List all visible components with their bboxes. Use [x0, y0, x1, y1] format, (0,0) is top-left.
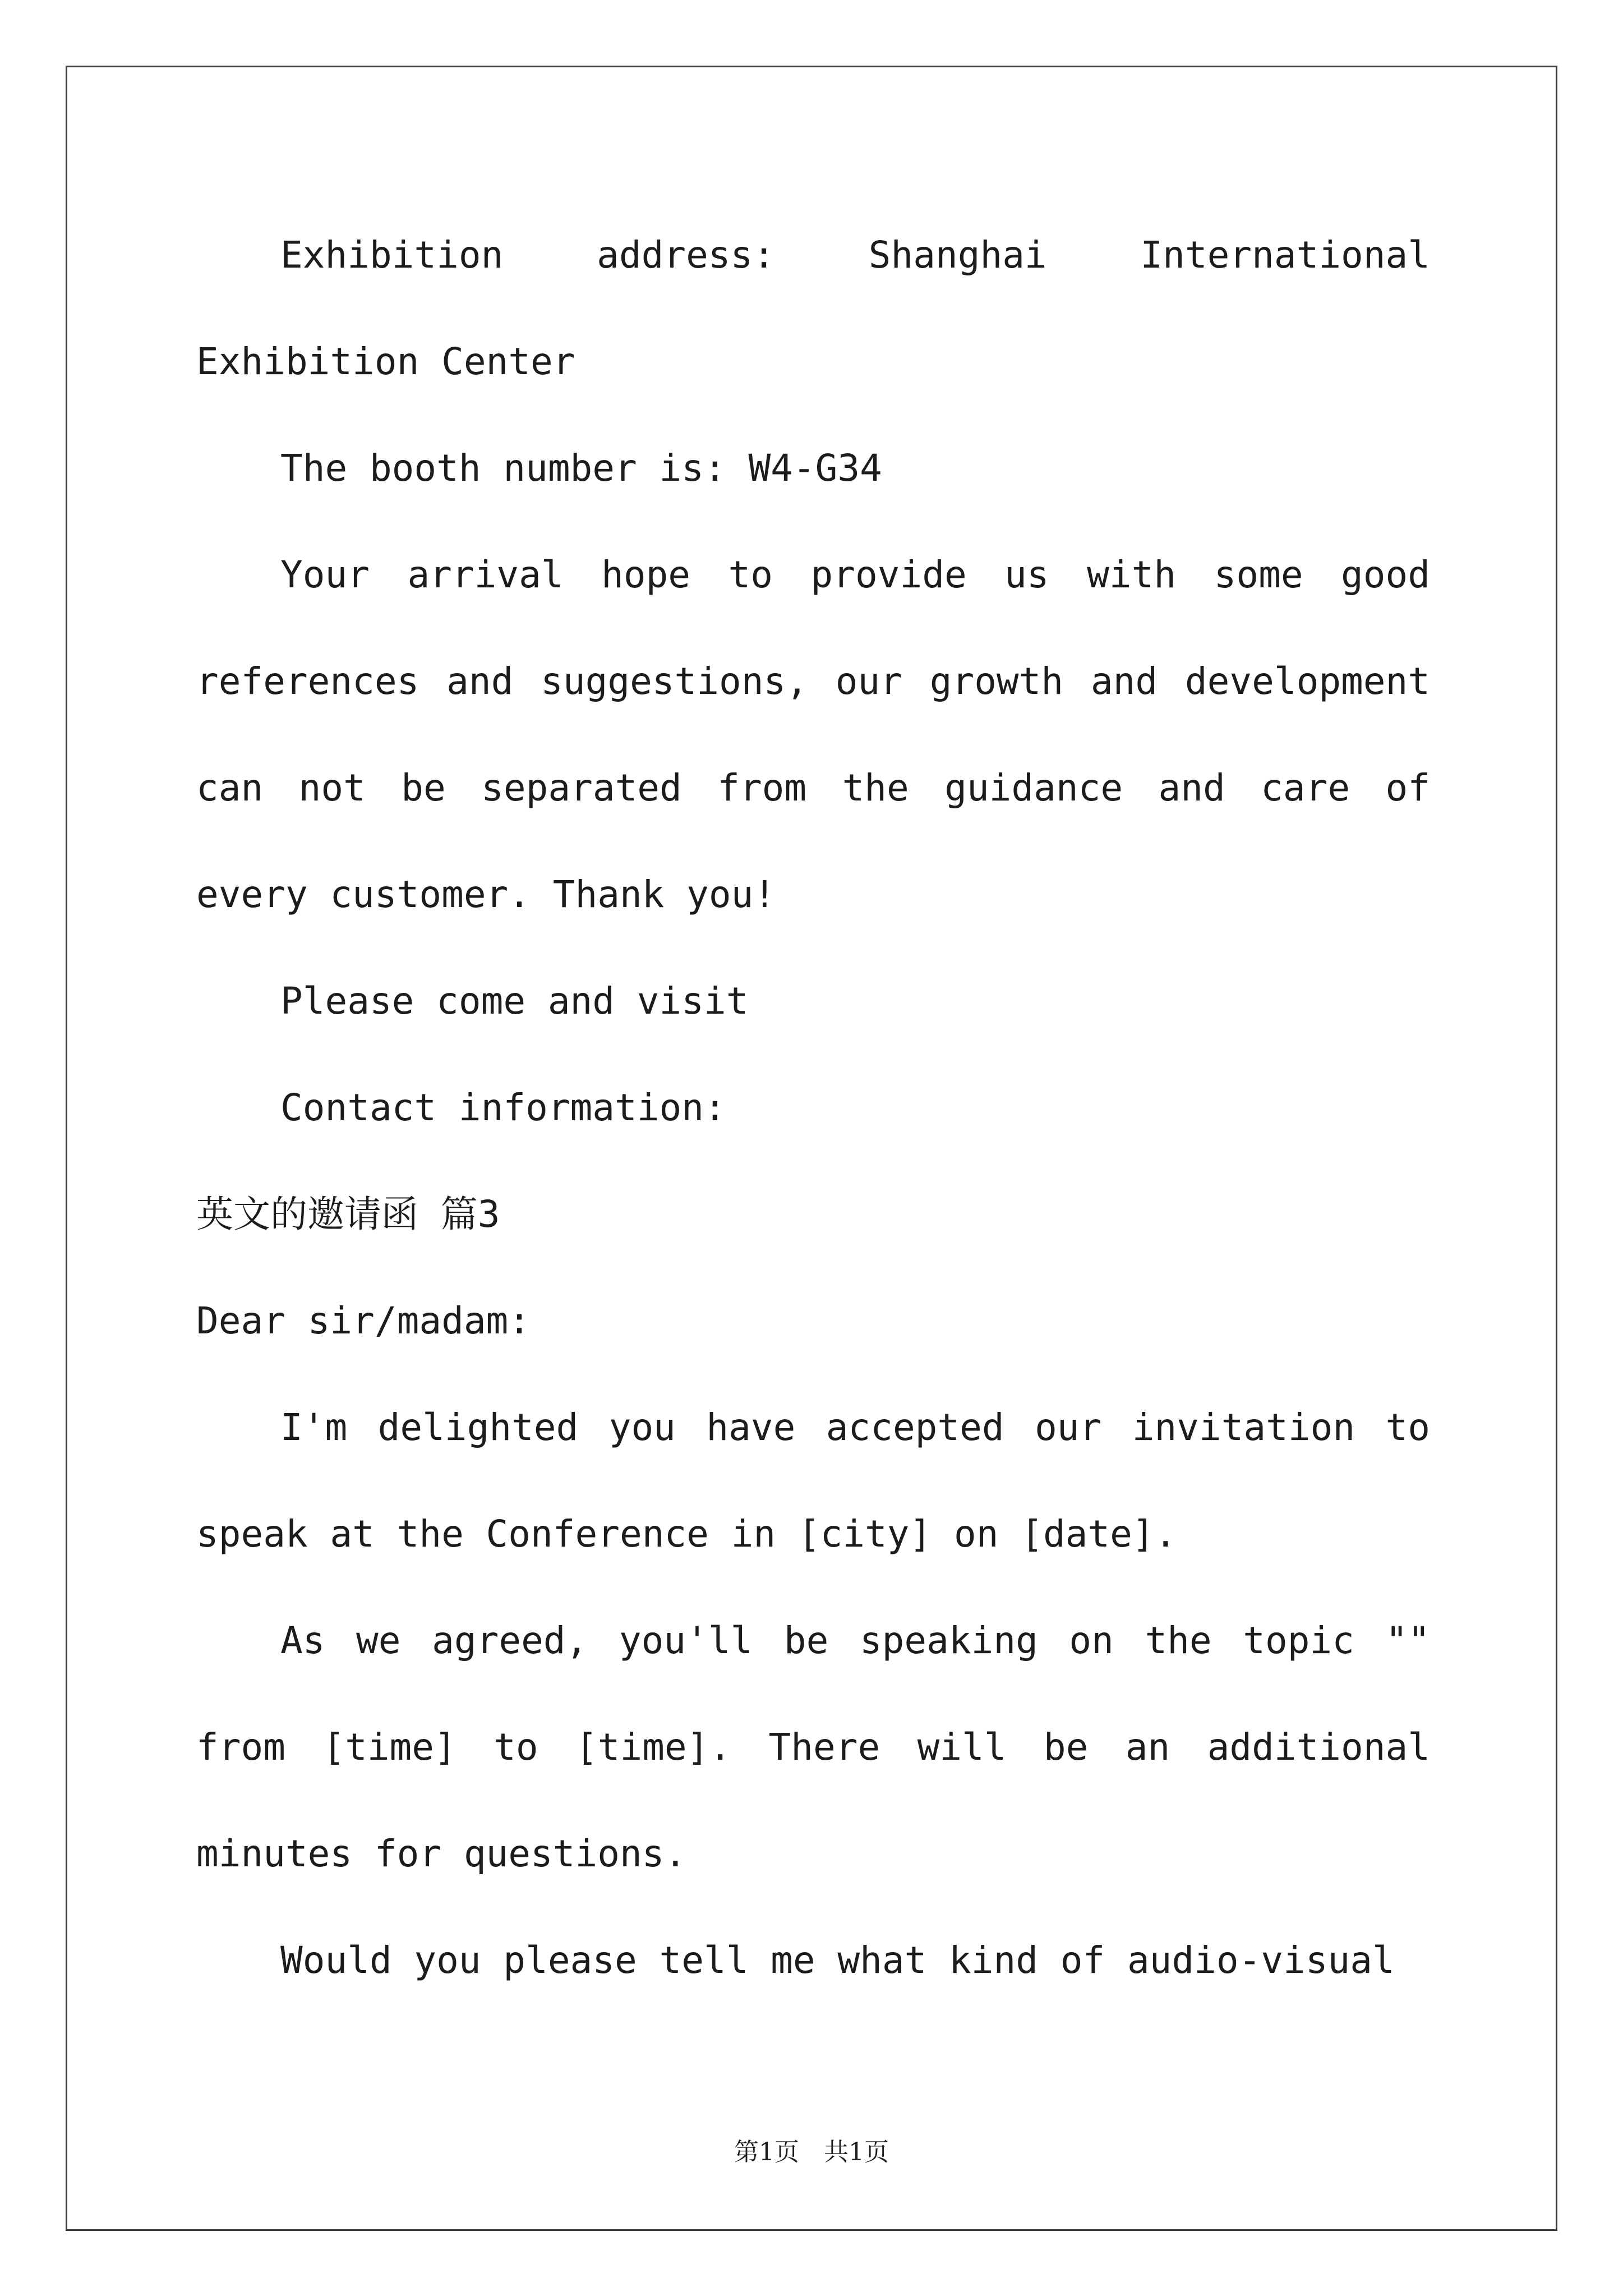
- paragraph-delighted: I'm delighted you have accepted our invitation to speak at the Conference in [city] on [date].: [196, 1406, 1430, 1556]
- paragraph-agreed-topic: As we agreed, you'll be speaking on the topic "" from [time] to [time]. There will be an additional minutes for questions.: [196, 1619, 1430, 1875]
- paragraph-booth-number: The booth number is: W4-G34: [280, 447, 882, 490]
- paragraph-exhibition-address: Exhibition address: Shanghai International Exhibition Center: [196, 233, 1430, 383]
- section-heading: 英文的邀请函 篇3: [196, 1193, 500, 1236]
- paragraph-contact-info: Contact information:: [280, 1086, 726, 1129]
- paragraph-please-visit: Please come and visit: [280, 979, 749, 1023]
- document-body: [196, 202, 1430, 2014]
- paragraph-audio-visual: Would you please tell me what kind of audio-visual: [280, 1939, 1395, 1982]
- page-footer: 第1页 共1页: [734, 2138, 889, 2166]
- paragraph-arrival-hope: Your arrival hope to provide us with some good references and suggestions, our growth and development can not be separated from the guidance and care of every customer. Thank you!: [196, 553, 1430, 916]
- salutation: Dear sir/madam:: [196, 1299, 531, 1342]
